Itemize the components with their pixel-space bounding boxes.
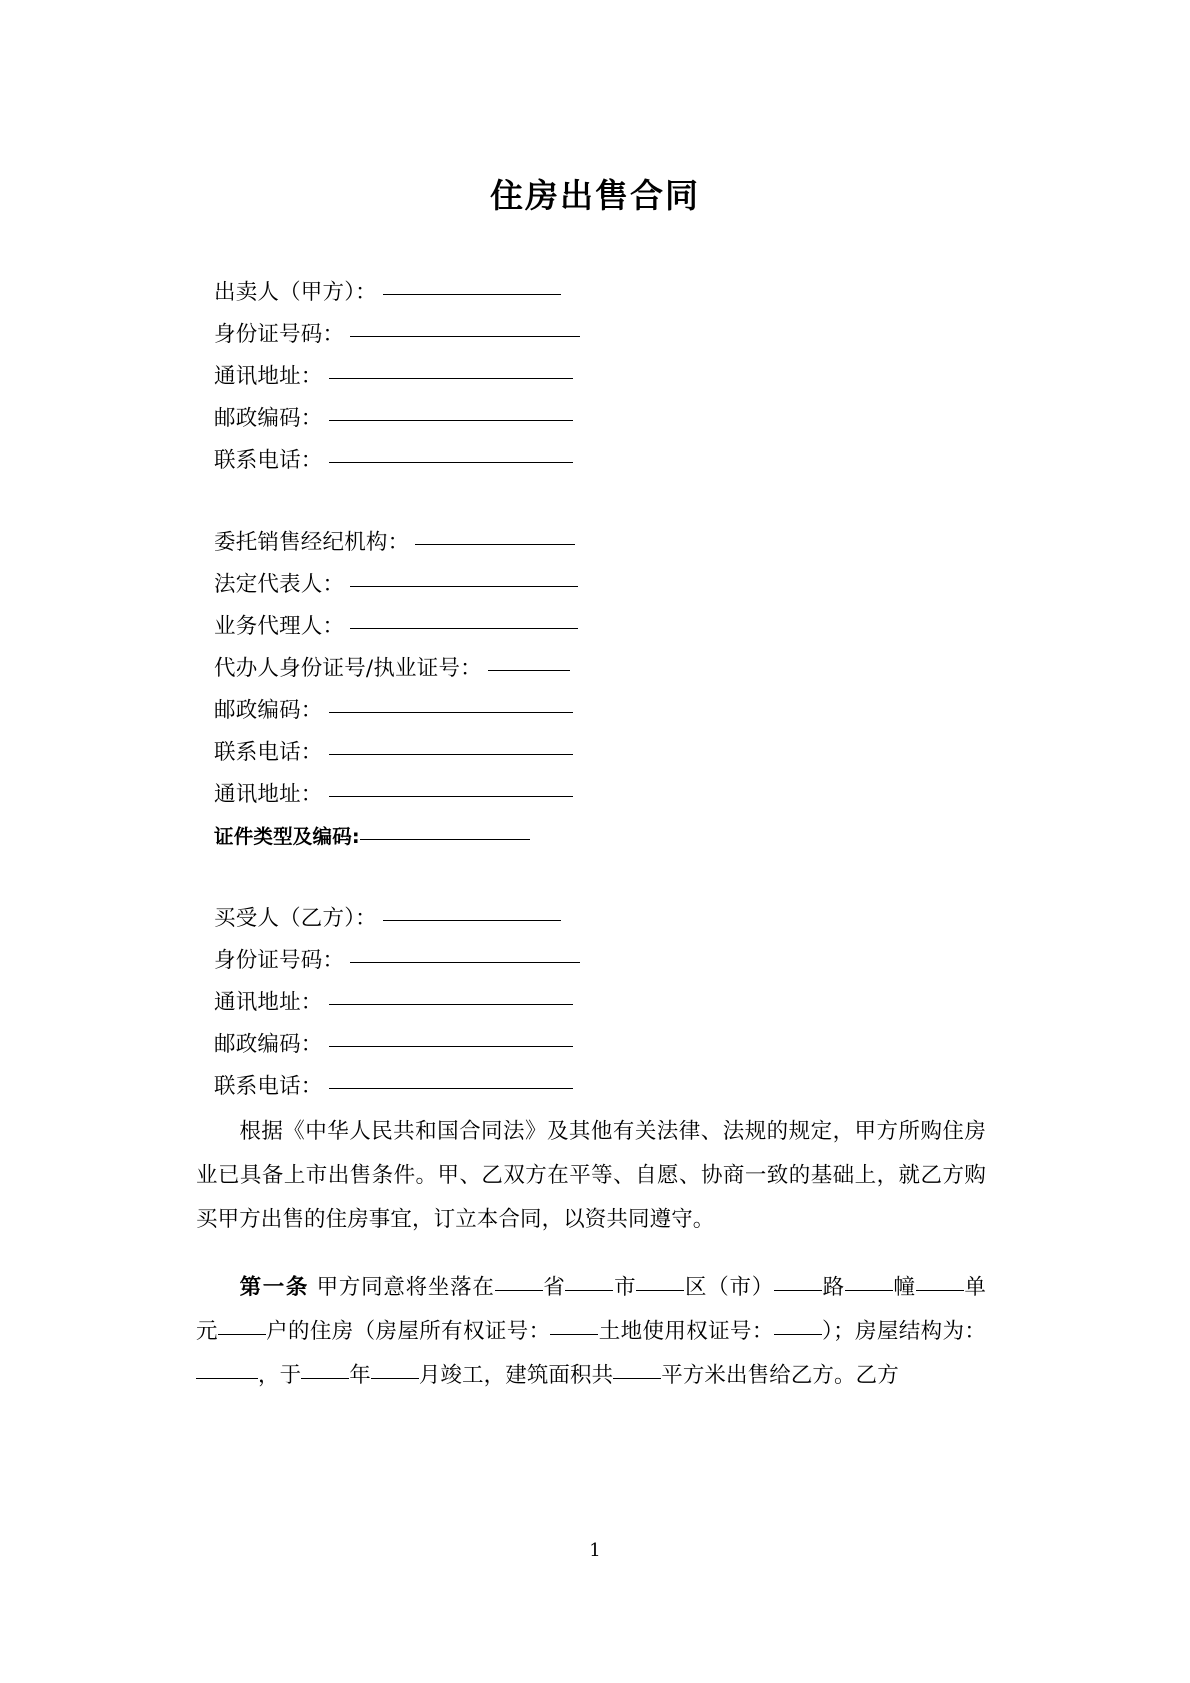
agency-field-label: 业务代理人： <box>214 614 345 639</box>
seller-section <box>214 272 974 482</box>
clause-text-run: 户的住房（房屋所有权证号： <box>265 1319 551 1344</box>
agency-field-row <box>214 774 974 816</box>
seller-field-blank-line[interactable] <box>383 294 561 295</box>
agency-field-label: 证件类型及编码: <box>214 825 360 848</box>
buyer-field-label: 通讯地址： <box>214 990 323 1015</box>
agency-field-blank-line[interactable] <box>360 839 530 840</box>
inline-blank[interactable] <box>495 1290 543 1291</box>
clause-text-run: 年 <box>349 1363 371 1388</box>
buyer-field-label: 联系电话： <box>214 1074 323 1099</box>
seller-field-label: 出卖人（甲方）： <box>214 280 377 305</box>
agency-field-blank-line[interactable] <box>329 796 573 797</box>
inline-blank[interactable] <box>845 1290 893 1291</box>
agency-field-blank-line[interactable] <box>415 544 575 545</box>
seller-field-row <box>214 314 974 356</box>
seller-field-blank-line[interactable] <box>329 378 573 379</box>
buyer-field-row <box>214 1024 974 1066</box>
clause-one-paragraph <box>196 1266 986 1398</box>
agency-field-row <box>214 564 974 606</box>
agency-field-row <box>214 648 974 690</box>
agency-field-blank-line[interactable] <box>329 712 573 713</box>
buyer-field-label: 身份证号码： <box>214 948 345 973</box>
seller-field-blank-line[interactable] <box>350 336 580 337</box>
seller-field-row <box>214 440 974 482</box>
section-spacer <box>214 482 974 522</box>
agency-field-label: 法定代表人： <box>214 572 345 597</box>
clause-text-run: 月竣工，建筑面积共 <box>418 1363 614 1388</box>
agency-field-row <box>214 690 974 732</box>
inline-blank[interactable] <box>774 1334 822 1335</box>
contract-body <box>196 1110 986 1398</box>
buyer-field-blank-line[interactable] <box>329 1046 573 1047</box>
clause-text-run: 市 <box>613 1275 637 1300</box>
buyer-field-row <box>214 1066 974 1108</box>
buyer-field-row <box>214 982 974 1024</box>
clause-one-number: 第一条 <box>239 1275 310 1300</box>
clause-text-run: 土地使用权证号： <box>598 1319 774 1344</box>
seller-field-label: 邮政编码： <box>214 406 323 431</box>
agency-field-label: 委托销售经纪机构： <box>214 530 410 555</box>
buyer-field-row <box>214 898 974 940</box>
inline-blank[interactable] <box>371 1378 419 1379</box>
seller-field-label: 身份证号码： <box>214 322 345 347</box>
inline-blank[interactable] <box>196 1378 258 1379</box>
agency-field-row <box>214 816 974 858</box>
seller-field-blank-line[interactable] <box>329 420 573 421</box>
inline-blank[interactable] <box>916 1290 964 1291</box>
agency-field-blank-line[interactable] <box>350 586 578 587</box>
agency-section <box>214 522 974 858</box>
preamble-paragraph <box>196 1110 986 1242</box>
seller-field-row <box>214 272 974 314</box>
agency-field-label: 通讯地址： <box>214 782 323 807</box>
buyer-field-blank-line[interactable] <box>350 962 580 963</box>
agency-field-blank-line[interactable] <box>350 628 578 629</box>
clause-one-spacer <box>309 1275 317 1300</box>
page-number: 1 <box>589 1540 601 1561</box>
buyer-field-blank-line[interactable] <box>383 920 561 921</box>
seller-field-label: 通讯地址： <box>214 364 323 389</box>
inline-blank[interactable] <box>774 1290 822 1291</box>
inline-blank[interactable] <box>550 1334 598 1335</box>
clause-text-run: ）；房屋结构为： <box>821 1319 986 1344</box>
inline-blank[interactable] <box>613 1378 661 1379</box>
inline-blank[interactable] <box>565 1290 613 1291</box>
seller-field-row <box>214 398 974 440</box>
section-spacer <box>214 858 974 898</box>
clause-text-run: 平方米出售给乙方。乙方 <box>661 1363 899 1388</box>
preamble-text: 根据《中华人民共和国合同法》及其他有关法律、法规的规定，甲方所购住房业已具备上市出售条件。甲、乙双方在平等、自愿、协商一致的基础上，就乙方购买甲方出售的住房事宜，订立本合同，以资共同遵守。 <box>196 1119 986 1232</box>
buyer-field-label: 买受人（乙方）： <box>214 906 377 931</box>
seller-field-label: 联系电话： <box>214 448 323 473</box>
seller-field-row <box>214 356 974 398</box>
page-title: 住房出售合同 <box>490 176 700 215</box>
inline-blank[interactable] <box>636 1290 684 1291</box>
buyer-field-blank-line[interactable] <box>329 1004 573 1005</box>
seller-field-blank-line[interactable] <box>329 462 573 463</box>
agency-field-blank-line[interactable] <box>329 754 573 755</box>
clause-text-run: 单元 <box>196 1275 986 1344</box>
agency-field-row <box>214 522 974 564</box>
inline-blank[interactable] <box>218 1334 266 1335</box>
agency-field-row <box>214 606 974 648</box>
agency-field-label: 联系电话： <box>214 740 323 765</box>
party-fields-block <box>214 272 974 1108</box>
buyer-field-row <box>214 940 974 982</box>
clause-text-run: 甲方同意将坐落在 <box>316 1275 495 1300</box>
buyer-field-blank-line[interactable] <box>329 1088 573 1089</box>
clause-text-run: 省 <box>542 1275 566 1300</box>
buyer-field-label: 邮政编码： <box>214 1032 323 1057</box>
clause-text-run: 路 <box>821 1275 845 1300</box>
clause-text-run: 区（市） <box>684 1275 774 1300</box>
agency-field-label: 邮政编码： <box>214 698 323 723</box>
buyer-section <box>214 898 974 1108</box>
clause-text-run: 幢 <box>892 1275 916 1300</box>
agency-field-row <box>214 732 974 774</box>
agency-field-label: 代办人身份证号/执业证号： <box>214 656 482 681</box>
inline-blank[interactable] <box>301 1378 349 1379</box>
clause-text-run: ，于 <box>258 1363 302 1388</box>
agency-field-blank-line[interactable] <box>488 670 570 671</box>
